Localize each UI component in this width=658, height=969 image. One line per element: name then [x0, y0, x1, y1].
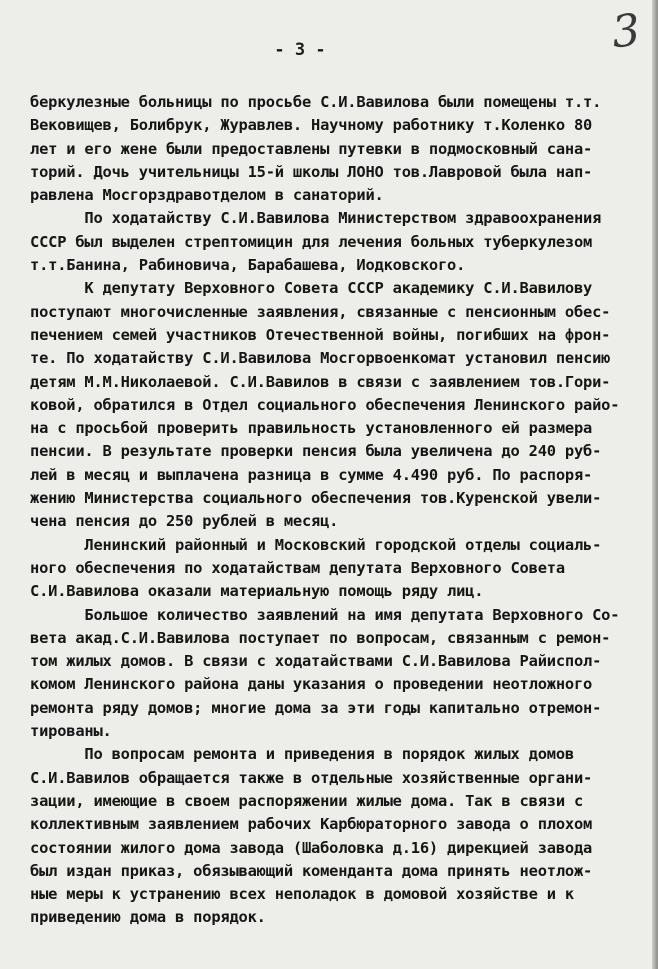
text-line: ковой, обратился в Отдел социального обеспечения Ленинского райо-: [30, 395, 620, 414]
text-line: По ходатайству С.И.Вавилова Министерством здравоохранения: [30, 209, 602, 228]
text-line: пенсии. В результате проверки пенсия была увеличена до 240 руб-: [30, 442, 602, 461]
text-line: беркулезные больницы по просьбе С.И.Вавилова были помещены т.т.: [30, 93, 602, 111]
text-line: детям М.М.Николаевой. С.И.Вавилов в связи с заявлением тов.Гори-: [30, 372, 611, 391]
text-line: на с просьбой проверить правильность установленного ей размера: [30, 419, 593, 438]
text-line: лет и его жене были предоставлены путевки в подмосковный сана-: [30, 139, 593, 158]
document-body: [30, 91, 650, 930]
text-line: равлена Мосгорздравотделом в санаторий.: [30, 186, 384, 205]
text-line: т.т.Банина, Рабиновича, Барабашева, Иодковского.: [30, 256, 466, 275]
text-line: С.И.Вавилова оказали материальную помощь ряду лиц.: [30, 582, 484, 601]
text-line: СССР был выделен стрептомицин для лечения больных туберкулезом: [30, 232, 593, 251]
text-line: лей в месяц и выплачена разница в сумме 4.490 руб. По распоря-: [30, 465, 593, 484]
text-line: жению Министерства социального обеспечения тов.Куренской увели-: [30, 489, 602, 508]
text-line: был издан приказ, обязывающий коменданта дома принять неотлож-: [30, 861, 593, 880]
text-line: приведению дома в порядок.: [30, 908, 266, 927]
text-line: том жилых домов. В связи с ходатайствами С.И.Вавилова Райиспол-: [30, 652, 602, 671]
text-line: поступают многочисленные заявления, связанные с пенсионным обес-: [30, 302, 611, 321]
text-line: Ленинский районный и Московский городской отделы социаль-: [30, 535, 602, 554]
text-line: комом Ленинского района даны указания о проведении неотложного: [30, 675, 593, 694]
text-line: ремонта ряду домов; многие дома за эти годы капитально отремон-: [30, 698, 602, 717]
page-number: - 3 -: [274, 40, 326, 60]
text-line: зации, имеющие в своем распоряжении жилые дома. Так в связи с: [30, 791, 584, 810]
handwritten-page-number: 3: [609, 4, 643, 59]
text-line: торий. Дочь учительницы 15-й школы ЛОНО тов.Лавровой была нап-: [30, 162, 593, 181]
text-line: чена пенсия до 250 рублей в месяц.: [30, 512, 339, 531]
text-line: состоянии жилого дома завода (Шаболовка д.16) дирекцией завода: [30, 838, 593, 857]
text-line: По вопросам ремонта и приведения в порядок жилых домов: [30, 745, 574, 764]
text-line: коллективным заявлением рабочих Карбюраторного завода о плохом: [30, 815, 593, 834]
text-line: тированы.: [30, 722, 112, 741]
text-line: ного обеспечения по ходатайствам депутата Верховного Совета: [30, 558, 565, 577]
text-line: печением семей участников Отечественной войны, погибших на фрон-: [30, 325, 611, 344]
text-line: вета акад.С.И.Вавилова поступает по вопросам, связанным с ремон-: [30, 628, 611, 647]
text-line: Вековищев, Болибрук, Журавлев. Научному работнику т.Коленко 80: [30, 116, 593, 135]
text-line: те. По ходатайству С.И.Вавилова Мосгорвоенкомат установил пенсию: [30, 349, 611, 368]
page-edge-shadow: [652, 0, 658, 969]
text-line: ные меры к устранению всех неполадок в домовой хозяйстве и к: [30, 885, 574, 904]
text-line: С.И.Вавилов обращается также в отдельные хозяйственные органи-: [30, 768, 593, 787]
text-line: К депутату Верховного Совета СССР академику С.И.Вавилову: [30, 279, 593, 298]
text-line: Большое количество заявлений на имя депутата Верховного Со-: [30, 605, 620, 624]
